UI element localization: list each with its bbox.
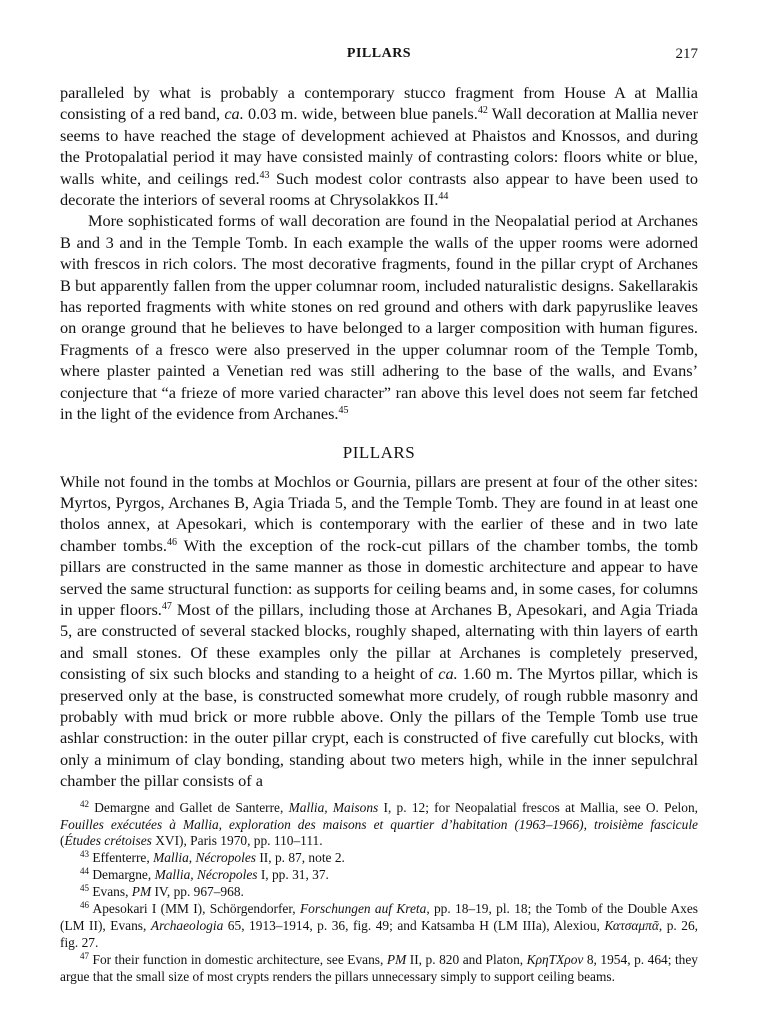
running-head <box>60 46 698 70</box>
footnote-45: $^{45}$ Evans, PM IV, pp. 967–968. <box>80 883 244 900</box>
page-number: 217 <box>675 46 698 62</box>
paragraph-2: More sophisticated forms of wall decoration are found in the Neopalatial period at Archanes B and 3 and in the Temple Tomb. In each example the walls of the upper rooms were adorned with frescos in rich colors. The most decorative fragments, found in the pillar crypt of Archanes B but apparently fallen from the upper columnar room, included naturalistic designs. Sakellarakis has reported fragments with white stones on red ground and others with dark papyruslike leaves on orange ground that he believes to have belonged to a larger composition with human figures. Fragments of a fresco were also preserved in the upper columnar room of the Temple Tomb, where plaster painted a Venetian red was still adhering to the base of the walls, and Evans’ conjecture that “a frieze of more varied character” ran above this level does not seem far fetched in the light of the evidence from Archanes.$^{45}$ <box>60 211 698 424</box>
paragraph-3: While not found in the tombs at Mochlos or Gournia, pillars are present at four of the other sites: Myrtos, Pyrgos, Archanes B, Agia Triada 5, and the Temple Tomb. They are found in at least one tholos annex, at Apesokari, which is contemporary with the earlier of these and in two late chamber tombs.$^{46}$ With the exception of the rock-cut pillars of the chamber tombs, the tomb pillars are constructed in the same manner as those in domestic architecture and appear to have served the same structural function: as supports for ceiling beams and, in some cases, for columns in upper floors.$^{47}$ Most of the pillars, including those at Archanes B, Apesokari, and Agia Triada 5, are constructed of several stacked blocks, roughly shaped, alternating with thin layers of earth and small stones. Of these examples only the pillar at Archanes is completely preserved, consisting of six such blocks and standing to a height of ca. 1.60 m. The Myrtos pillar, which is preserved only at the base, is constructed somewhat more crudely, of rough rubble masonry and probably with mud brick or more rubble above. Only the pillars of the Temple Tomb use true ashlar construction: in the outer pillar crypt, each is constructed of five carefully cut blocks, with only a minimum of clay bonding, standing about two meters high, while in the inner sepulchral chamber the pillar consists of a <box>60 471 699 791</box>
footnote-ref-44[interactable]: 44 <box>438 191 449 203</box>
footnotes <box>60 800 698 986</box>
running-title: PILLARS <box>346 46 412 61</box>
footnote-ref-42[interactable]: 42 <box>477 105 488 117</box>
footnote-44: $^{44}$ Demargne, Mallia, Nécropoles I, pp. 31, 37. <box>80 866 329 883</box>
footnote-ref-45[interactable]: 45 <box>338 405 349 417</box>
footnote-ref-46[interactable]: 46 <box>166 536 177 548</box>
footnote-ref-43[interactable]: 43 <box>259 169 270 181</box>
footnote-47: $^{47}$ For their function in domestic architecture, see Evans, PM II, p. 820 and Platon, ΚρηTΧρον 8, 1954, p. 464; they argue that the small size of most crypts renders the pillars unnecessary simply to support ceiling beams. <box>60 950 699 984</box>
page <box>60 46 698 986</box>
footnote-ref-47[interactable]: 47 <box>161 600 172 612</box>
paragraph-1: paralleled by what is probably a contemporary stucco fragment from House A at Mallia consisting of a red band, ca. 0.03 m. wide, between blue panels.$^{42}$ Wall decoration at Mallia never seems to have reached the stage of development achieved at Phaistos and Knossos, and during the Protopalatial period it may have consisted mainly of contrasting colors: floors white or blue, walls white, and ceilings red.$^{43}$ Such modest color contrasts also appear to have been used to decorate the interiors of several rooms at Chrysolakkos II.$^{44}$ <box>60 83 698 210</box>
section-heading: PILLARS <box>342 442 416 462</box>
footnote-42: $^{42}$ Demargne and Gallet de Santerre, Mallia, Maisons I, p. 12; for Neopalatial frescos at Mallia, see O. Pelon, Fouilles exécutées à Mallia, exploration des maisons et quartier d’habitation (1963–1966), troisième fascicule (Études crétoises XVI), Paris 1970, pp. 110–111. <box>60 798 698 849</box>
body-text <box>60 82 698 792</box>
footnote-43: $^{43}$ Effenterre, Mallia, Nécropoles II, p. 87, note 2. <box>80 849 345 866</box>
footnote-46: $^{46}$ Apesokari I (MM I), Schörgendorfer, Forschungen auf Kreta, pp. 18–19, pl. 18; the Tomb of the Double Axes (LM II), Evans, Archaeologia 65, 1913–1914, p. 36, fig. 49; and Katsamba H (LM IIIa), Alexiou, Κατσαμπᾶ, p. 26, fig. 27. <box>60 900 699 950</box>
